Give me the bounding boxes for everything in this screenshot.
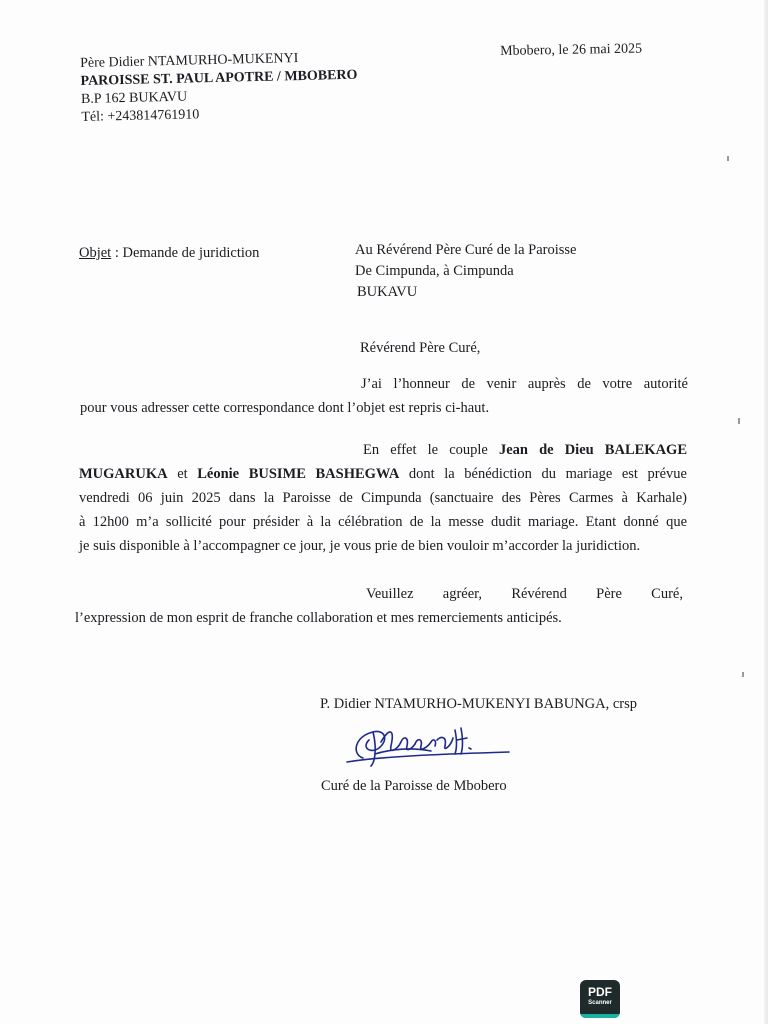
paragraph-2-line-5: je suis disponible à l’accompagner ce jour, je vous prie de bien vouloir m’accorder la juridiction. <box>79 538 641 554</box>
badge-accent-bar <box>580 1014 620 1018</box>
paragraph-2-line-2 <box>79 462 687 486</box>
sender-block <box>80 49 358 127</box>
conjunction: et <box>167 466 198 482</box>
sender-name: Père Didier NTAMURHO-MUKENYI <box>80 51 299 71</box>
subject-line <box>79 245 259 262</box>
paragraph-1 <box>80 372 688 420</box>
recipient-block <box>355 240 576 303</box>
scan-mark <box>727 156 729 161</box>
handwritten-signature <box>345 718 515 770</box>
paragraph-1-line-1: J’ai l’honneur de venir auprès de votre autorité <box>361 376 688 392</box>
paragraph-2-line-4: à 12h00 m’a sollicité pour présider à la célébration de la messe dudit mariage. Etant donné que <box>79 514 687 530</box>
sender-po-box: B.P 162 BUKAVU <box>80 89 188 107</box>
recipient-line-3: BUKAVU <box>357 284 418 300</box>
subject-label: Objet <box>79 245 112 261</box>
pdf-scanner-badge[interactable] <box>580 980 620 1018</box>
recipient-line-2: De Cimpunda, à Cimpunda <box>355 263 514 279</box>
paragraph-2-line-1 <box>79 438 687 462</box>
paragraph-3 <box>75 582 683 630</box>
salutation: Révérend Père Curé, <box>360 340 481 356</box>
signatory-title: Curé de la Paroisse de Mbobero <box>321 778 507 794</box>
subject-text: : Demande de juridiction <box>111 245 260 261</box>
paragraph-3-line-2: l’expression de mon esprit de franche collaboration et mes remerciements anticipés. <box>75 610 562 626</box>
paragraph-2 <box>79 438 687 558</box>
groom-name-part-2: MUGARUKA <box>79 466 168 482</box>
sender-parish: PAROISSE ST. PAUL APOTRE / MBOBERO <box>80 67 358 89</box>
paragraph-2-line-3: vendredi 06 juin 2025 dans la Paroisse de Cimpunda (sanctuaire des Pères Carmes à Karhale) <box>79 490 687 506</box>
bride-name: Léonie BUSIME BASHEGWA <box>197 466 400 482</box>
groom-name-part-1: Jean de Dieu BALEKAGE <box>498 442 687 458</box>
letter-date: Mbobero, le 26 mai 2025 <box>500 41 643 59</box>
sender-phone: Tél: +243814761910 <box>81 107 200 125</box>
scan-mark <box>738 418 740 424</box>
scan-mark <box>742 672 744 677</box>
badge-scanner-text: Scanner <box>588 1000 612 1006</box>
badge-pdf-text: PDF <box>588 985 612 999</box>
paragraph-3-line-1: Veuillez agréer, Révérend Père Curé, <box>366 586 683 602</box>
paragraph-2-intro: En effet le couple <box>363 442 499 458</box>
page-edge <box>764 0 768 1024</box>
signatory-name: P. Didier NTAMURHO-MUKENYI BABUNGA, crsp <box>320 696 638 712</box>
paragraph-1-line-2: pour vous adresser cette correspondance dont l’objet est repris ci-haut. <box>80 400 490 416</box>
paragraph-2-line-2-rest: dont la bénédiction du mariage est prévue <box>399 466 687 482</box>
recipient-line-1: Au Révérend Père Curé de la Paroisse <box>355 242 577 258</box>
